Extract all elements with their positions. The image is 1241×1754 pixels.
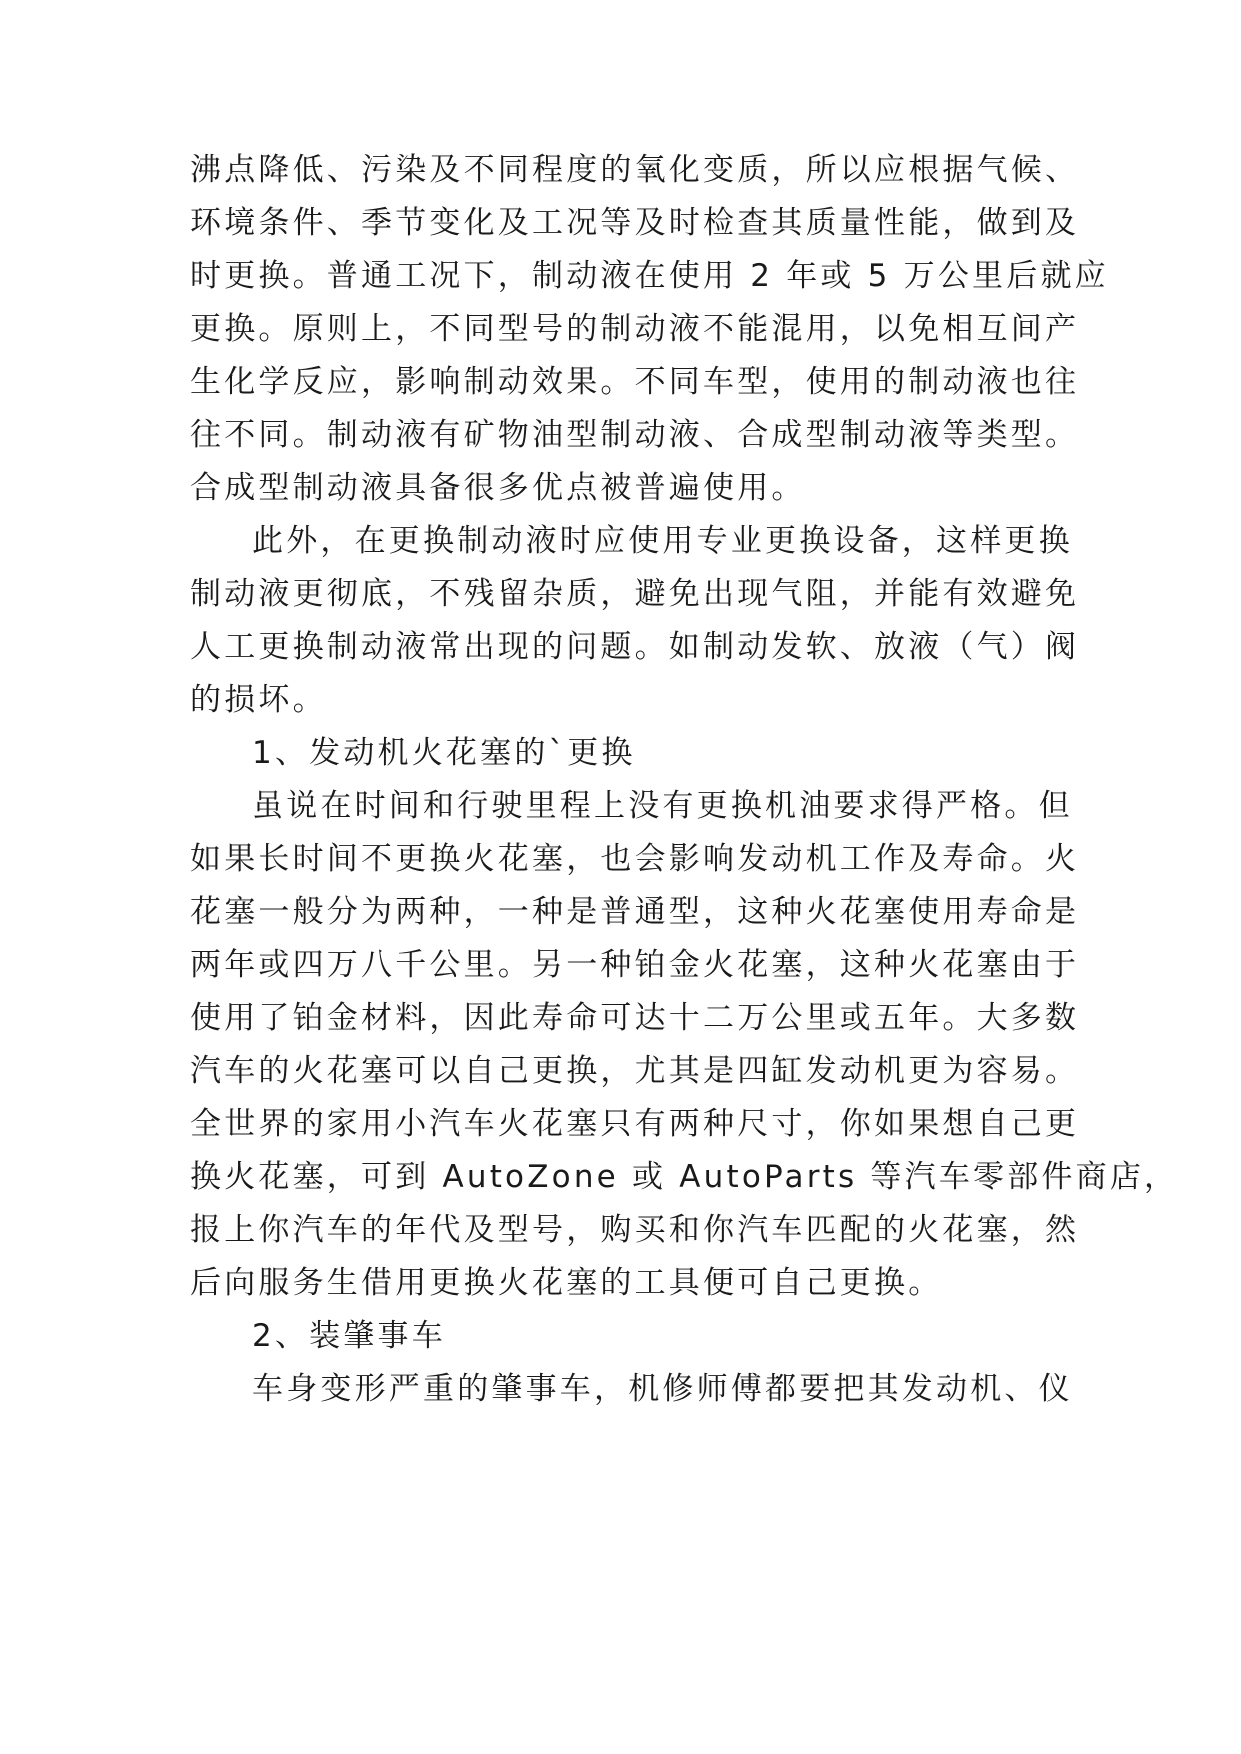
section-heading: 1、发动机火花塞的`更换 [252,735,636,771]
text-line: 使用了铂金材料，因此寿命可达十二万公里或五年。大多数 [190,1000,1080,1036]
text-line: 生化学反应，影响制动效果。不同车型，使用的制动液也往 [190,364,1080,400]
text-line: 环境条件、季节变化及工况等及时检查其质量性能，做到及 [190,205,1080,241]
text-line: 沸点降低、污染及不同程度的氧化变质，所以应根据气候、 [190,152,1080,188]
text-line: 制动液更彻底，不残留杂质，避免出现气阻，并能有效避免 [190,576,1080,612]
text-line: 花塞一般分为两种，一种是普通型，这种火花塞使用寿命是 [190,894,1080,930]
paragraph-first-line: 车身变形严重的肇事车，机修师傅都要把其发动机、仪 [252,1371,1073,1407]
text-line: 全世界的家用小汽车火花塞只有两种尺寸，你如果想自己更 [190,1106,1080,1142]
text-line: 人工更换制动液常出现的问题。如制动发软、放液（气）阀 [190,629,1080,665]
text-line: 报上你汽车的年代及型号，购买和你汽车匹配的火花塞，然 [190,1212,1080,1248]
paragraph-first-line: 虽说在时间和行驶里程上没有更换机油要求得严格。但 [252,788,1073,824]
text-line: 后向服务生借用更换火花塞的工具便可自己更换。 [190,1265,943,1301]
section-heading: 2、装肇事车 [252,1318,446,1354]
text-line: 时更换。普通工况下，制动液在使用 2 年或 5 万公里后就应 [190,258,1109,294]
text-line: 两年或四万八千公里。另一种铂金火花塞，这种火花塞由于 [190,947,1080,983]
text-line: 的损坏。 [190,682,327,718]
text-line: 如果长时间不更换火花塞，也会影响发动机工作及寿命。火 [190,841,1080,877]
text-line: 汽车的火花塞可以自己更换，尤其是四缸发动机更为容易。 [190,1053,1080,1089]
paragraph-first-line: 此外，在更换制动液时应使用专业更换设备，这样更换 [252,523,1073,559]
text-line: 换火花塞，可到 AutoZone 或 AutoParts 等汽车零部件商店， [190,1159,1179,1195]
text-line: 合成型制动液具备很多优点被普遍使用。 [190,470,806,506]
text-line: 往不同。制动液有矿物油型制动液、合成型制动液等类型。 [190,417,1080,453]
text-line: 更换。原则上，不同型号的制动液不能混用，以免相互间产 [190,311,1080,347]
